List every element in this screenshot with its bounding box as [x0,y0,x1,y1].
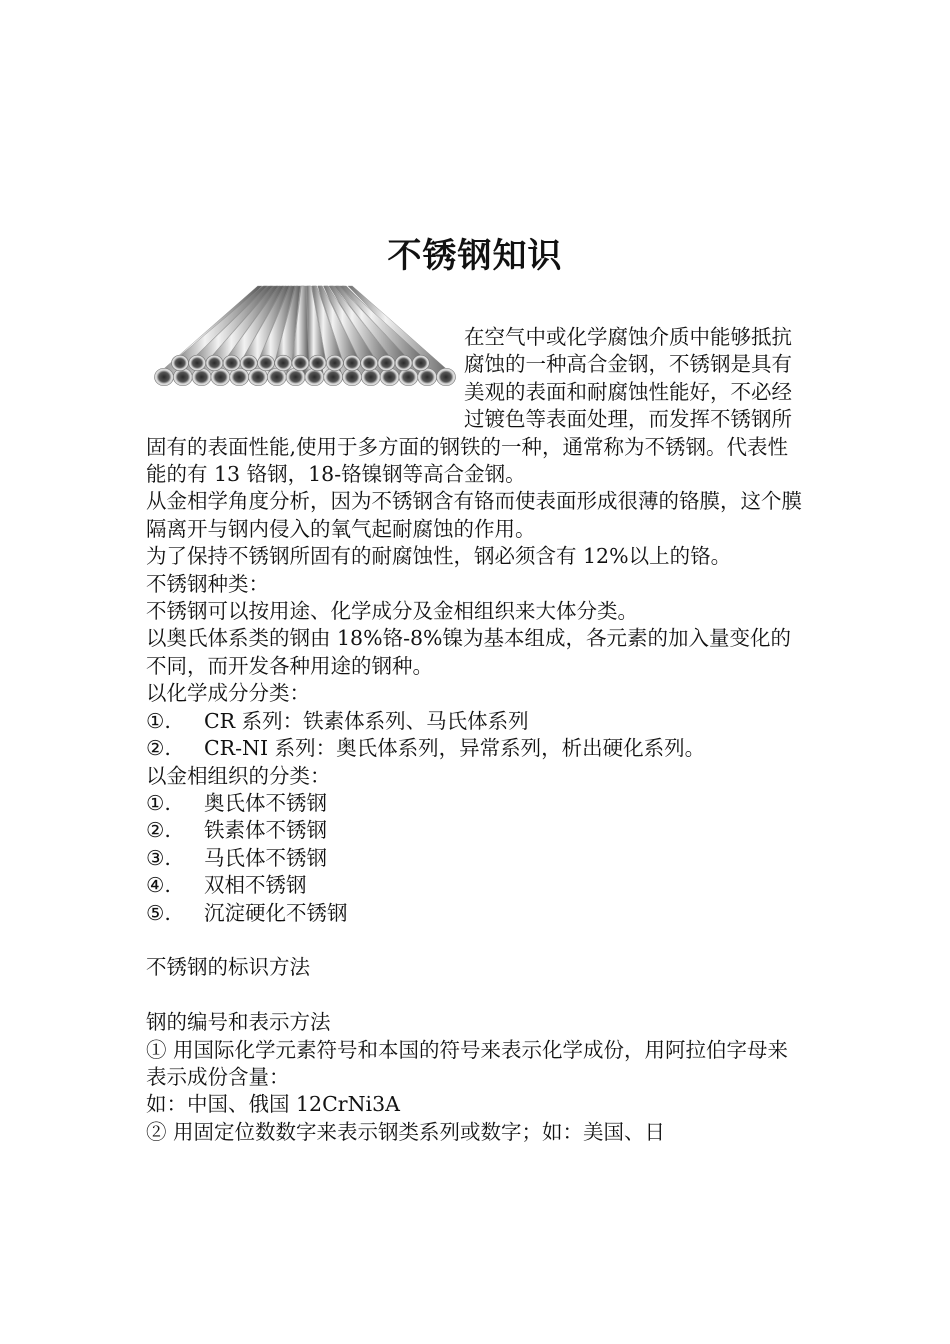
list-text: CR 系列：铁素体系列、马氏体系列 [204,708,529,733]
paragraph-meta-heading: 以金相组织的分类： [146,763,331,788]
list-marker: ①. [146,708,171,733]
list-item [146,735,806,762]
list-item [146,872,806,899]
paragraph-chromium-content: 为了保持不锈钢所固有的耐腐蚀性，钢必须含有 12%以上的铬。 [146,544,732,569]
list-marker: ④. [146,873,171,898]
paragraph-types-heading: 不锈钢种类： [146,571,269,596]
list-item [146,817,806,844]
list-marker: ①. [146,790,171,815]
section-subheading: 钢的编号和表示方法 [146,1010,331,1035]
list-item [146,790,806,817]
page-title: 不锈钢知识 [387,236,563,276]
paragraph-austenitic: 以奥氏体系类的钢由 18%铬-8%镍为基本组成，各元素的加入量变化的不同，而开发各种用途的钢种。 [146,626,792,678]
image-wrap-space [146,324,464,430]
paragraph-chem-heading: 以化学成分分类： [146,681,310,706]
list-text: 铁素体不锈钢 [204,818,327,843]
intro-paragraph: 在空气中或化学腐蚀介质中能够抵抗腐蚀的一种高合金钢，不锈钢是具有美观的表面和耐腐蚀性能好，不必经过镀色等表面处理，而发挥不锈钢所固有的表面性能,使用于多方面的钢铁的一种，通常称为不锈钢。代表性能的有 13 铬钢，18-铬镍钢等高合金钢。 [146,325,792,487]
numbering-method-1: ① 用国际化学元素符号和本国的符号来表示化学成份，用阿拉伯字母来表示成份含量： [146,1037,789,1089]
blank-line [146,927,806,954]
list-text: 马氏体不锈钢 [204,845,327,870]
article-body [146,324,806,1146]
paragraph-chromium-film: 从金相学角度分析，因为不锈钢含有铬而使表面形成很薄的铬膜，这个膜隔离开与钢内侵入的氧气起耐腐蚀的作用。 [146,489,802,541]
list-marker: ②. [146,818,171,843]
section-heading: 不锈钢的标识方法 [146,955,310,980]
list-marker: ②. [146,736,171,761]
list-text: CR-NI 系列：奥氏体系列，异常系列，析出硬化系列。 [204,736,706,761]
list-item [146,845,806,872]
numbering-method-2: ② 用固定位数数字来表示钢类系列或数字；如：美国、日 [146,1119,666,1144]
paragraph-classification: 不锈钢可以按用途、化学成分及金相组织来大体分类。 [146,599,638,624]
list-item [146,708,806,735]
list-text: 双相不锈钢 [204,873,307,898]
list-text: 奥氏体不锈钢 [204,790,327,815]
list-item [146,900,806,927]
list-text: 沉淀硬化不锈钢 [204,900,348,925]
list-marker: ⑤. [146,900,171,925]
list-marker: ③. [146,845,171,870]
blank-line [146,982,806,1009]
numbering-example-1: 如：中国、俄国 12CrNi3A [146,1092,400,1117]
